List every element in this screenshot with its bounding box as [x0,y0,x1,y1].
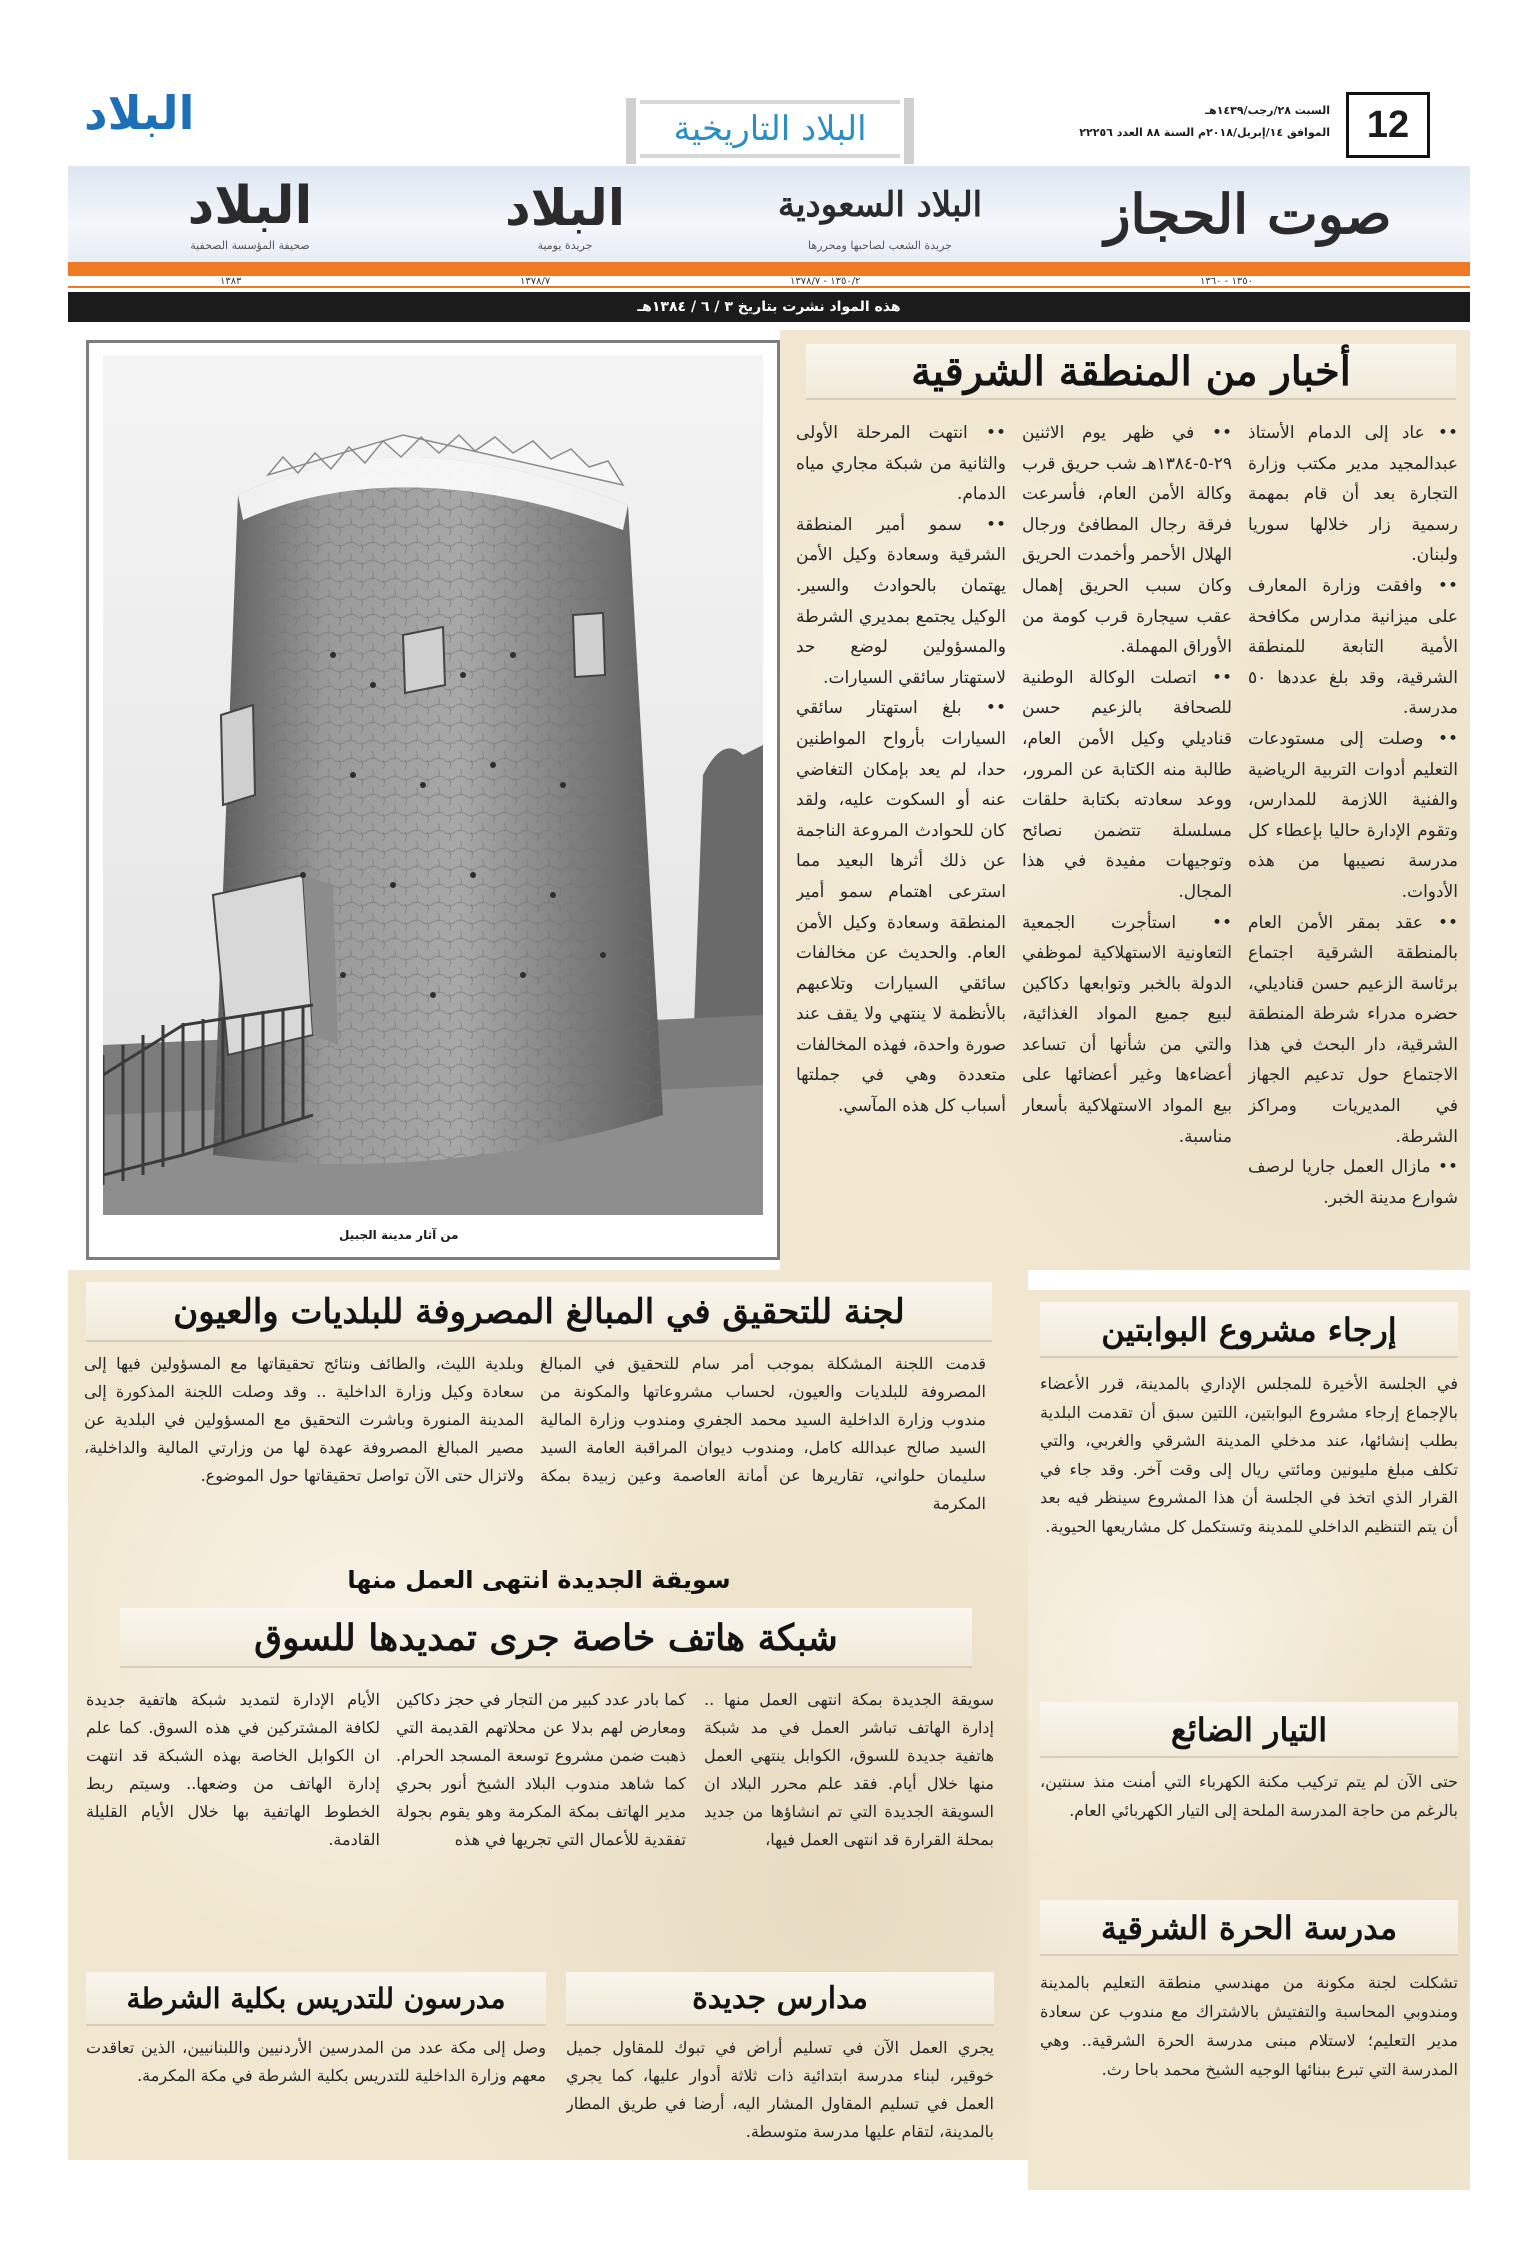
masthead-name: البلاد السعودية [777,185,983,225]
brand-logo: البلاد [84,86,195,140]
masthead-subtitle: جريدة يومية [537,239,593,252]
news-item: •• وصلت إلى مستودعات التعليم أدوات التربية الرياضية والفنية اللازمة للمدارس، وتقوم الإدارة حاليا بإعطاء كل مدرسة نصيبها من هذه الأدوات. [1248,728,1458,902]
masthead-name: صوت الحجاز [1104,182,1392,246]
news-item: •• انتهت المرحلة الأولى والثانية من شبكة مجاري مياه الدمام. [796,423,1006,505]
committee-col-right: قدمت اللجنة المشكلة بموجب أمر سام للتحقيق في المبالغ المصروفة للبلديات والعيون، لحساب مشروعاتها والمكونة من مندوب وزارة الداخلية السيد محمد الجفري ومندوب وزارة المالية السيد صالح عبدالله كامل، ومندوب ديوان المراقبة العامة السيد سليمان حلواني، تقاريرها عن أمانة العاصمة وعين زبيدة بمكة المكرمة [540,1354,986,1513]
news-item: •• عاد إلى الدمام الأستاذ عبدالمجيد مدير مكتب وزارة التجارة بعد أن قام بمهمة رسمية زار خلالها سوريا ولبنان. [1248,423,1458,566]
news-item: •• مازال العمل جاريا لرصف شوارع مدينة الخبر. [1248,1157,1458,1208]
market-col-left: الأيام الإدارة لتمديد شبكة هاتفية جديدة لكافة المشتركين في هذه السوق. كما علم ان الكوابل الخاصة بهذه الشبكة قد انتهت إدارة الهاتف من وضعها.. وسيتم ربط الخطوط الهاتفية بها خلال الأيام القليلة القادمة. [86,1690,380,1849]
masthead-albilad-2 [130,170,370,258]
news-item: •• بلغ استهتار سائقي السيارات بأرواح المواطنين حدا، لم يعد بإمكان التغاضي عنه أو السكوت عليه، ولقد كان للحوادث المروعة الناجمة عن ذلك أثرها البعيد مما استرعى اهتمام سمو أمير المنطقة وسعادة وكيل الأمن العام. والحديث عن مخالفات سائقي السيارات وتلاعبهم بالأنظمة لا ينتهي ولا يقف عند صورة واحدة، فهذه المخالفات متعددة وهي في جملتها أسباب كل هذه المآسي. [796,698,1006,1117]
eastern-news-col-middle [1022,418,1232,1258]
masthead-years: ١٣٥٠ - ١٣٦٠ [1200,276,1253,287]
masthead-albilad-1 [420,170,710,258]
date-hijri: السبت ٢٨/رجب/١٤٣٩هـ [1205,104,1330,117]
masthead-name: البلاد [187,176,313,236]
masthead-name: البلاد [505,179,625,237]
masthead-years: ١٣٥٠/٢ - ١٣٧٨/٧ [790,276,861,287]
market-col-right: سويقة الجديدة بمكة انتهى العمل منها .. إدارة الهاتف تباشر العمل في مد شبكة هاتفية جديدة للسوق، الكوابل ينتهي العمل منها خلال أيام. فقد علم محرر البلاد ان السويقة الجديدة التي تم انشاؤها من جديد بمحلة القرارة قد انتهى العمل فيها، [704,1690,994,1849]
years-strip [68,276,1470,288]
photo-caption: من آثار مدينة الجبيل [339,1228,459,1242]
new-schools-title: مدارس جديدة [566,1972,994,2026]
market-title: شبكة هاتف خاصة جرى تمديدها للسوق [120,1608,972,1668]
masthead-years: ١٣٨٣ [220,276,242,287]
archive-note: هذه المواد نشرت بتاريخ ٣ / ٦ / ١٣٨٤هـ [68,292,1470,322]
orange-divider [68,262,1470,276]
news-item: •• عقد بمقر الأمن العام بالمنطقة الشرقية اجتماع برئاسة الزعيم حسن قناديلي، حضره مدراء شرطة المنطقة الشرقية، دار البحث في هذا الاجتماع حول تدعيم الجهاز في المديريات ومراكز الشرطة. [1248,912,1458,1147]
lost-current-text: حتى الآن لم يتم تركيب مكنة الكهرباء التي أمنت منذ سنتين، بالرغم من حاجة المدرسة الملحة إلى التيار الكهربائي العام. [1040,1772,1458,1820]
market-kicker: سويقة الجديدة انتهى العمل منها [347,1566,731,1594]
police-teachers-title: مدرسون للتدريس بكلية الشرطة [86,1972,546,2026]
masthead-sawt-alhijaz [1036,170,1460,258]
news-item: •• وافقت وزارة المعارف على ميزانية مدارس مكافحة الأمية التابعة للمنطقة الشرقية، وقد بلغ عددها ٥٠ مدرسة. [1248,575,1458,719]
eastern-school-title: مدرسة الحرة الشرقية [1040,1900,1458,1956]
photo-frame [86,340,780,1260]
news-item: •• اتصلت الوكالة الوطنية للصحافة بالزعيم حسن قناديلي وكيل الأمن العام، طالبة منه الكتابة عن المرور، ووعد سعادته بكتابة حلقات مسلسلة تتضمن نصائح وتوجيهات مفيدة في هذا المجال. [1022,667,1232,902]
masthead-albilad-alsaudia [730,170,1030,258]
committee-col-left: وبلدية الليث، والطائف ونتائج تحقيقاتها مع المسؤولين فيها إلى سعادة وكيل وزارة الداخلية .. وقد وصلت اللجنة المذكورة إلى المدينة المنورة وباشرت التحقيق مع المسؤولين في البلدية عن مصير المبالغ المصروفة عهدة لها من وزارتي المالية والداخلية، ولاتزال حتى الآن تواصل تحقيقاتها حول الموضوع. [84,1354,524,1485]
eastern-school-text: تشكلت لجنة مكونة من مهندسي منطقة التعليم بالمدينة ومندوبي المحاسبة والتفتيش بالاشتراك مع مندوب عن سعادة مدير التعليم؛ لاستلام مبنى مدرسة الحرة الشرقية.. وهي المدرسة التي تبرع ببنائها الوجيه الشيخ محمد باحا رث. [1040,1973,1458,2079]
masthead-subtitle: صحيفة المؤسسة الصحفية [190,239,310,252]
gates-project-text: في الجلسة الأخيرة للمجلس الإداري بالمدينة، قرر الأعضاء بالإجماع إرجاء مشروع البوابتين، اللتين سبق أن تقدمت البلدية بطلب إنشائها، عند مدخلي المدينة الشرقي والغربي، والتي تكلف مبلغ مليونين ومائتي ريال إلى وقت آخر. وقد جاء في القرار الذي اتخذ في الجلسة أن هذا المشروع سينظر فيه بعد أن يتم التنظيم الداخلي للمدينة وتستكمل كل مشاريعها الحيوية. [1040,1374,1458,1536]
section-title: البلاد التاريخية [640,100,900,158]
tower-photo [103,355,763,1215]
eastern-news-title: أخبار من المنطقة الشرقية [806,344,1456,400]
market-col-middle: كما بادر عدد كبير من التجار في حجز دكاكين ومعارض لهم بدلا عن محلاتهم القديمة التي ذهبت ضمن مشروع توسعة المسجد الحرام. كما شاهد مندوب البلاد الشيخ أنور بحري مدير الهاتف بمكة المكرمة وهو يقوم بجولة تفقدية للأعمال التي تجريها في هذه [396,1690,686,1849]
news-item: •• استأجرت الجمعية التعاونية الاستهلاكية لموظفي الدولة بالخبر وتوابعها دكاكين لبيع جميع المواد الغذائية، والتي من شأنها أن تساعد أعضاءها وغير أعضائها على بيع المواد الاستهلاكية بأسعار مناسبة. [1022,912,1232,1147]
police-teachers-text: وصل إلى مكة عدد من المدرسين الأردنيين واللبنانيين، الذين تعاقدت معهم وزارة الداخلية للتدريس بكلية الشرطة في مكة المكرمة. [86,2038,546,2085]
date-gregorian: الموافق ١٤/إبريل/٢٠١٨م السنة ٨٨ العدد ٢٢٢٥٦ [1079,126,1330,139]
masthead-subtitle: جريدة الشعب لصاحبها ومحررها [808,239,952,252]
gates-project-title: إرجاء مشروع البوابتين [1040,1302,1458,1358]
news-item: •• في ظهر يوم الاثنين ٢٩-٥-١٣٨٤هـ شب حريق قرب وكالة الأمن العام، فأسرعت فرقة رجال المطافئ ورجال الهلال الأحمر وأخمدت الحريق وكان سبب الحريق إهمال عقب سيجارة قرب كومة من الأوراق المهملة. [1022,423,1232,658]
lost-current-title: التيار الضائع [1040,1702,1458,1758]
masthead-years: ١٣٧٨/٧ [520,276,551,287]
eastern-news-col-left [796,418,1006,1258]
news-item: •• سمو أمير المنطقة الشرقية وسعادة وكيل الأمن يهتمان بالحوادث والسير. الوكيل يجتمع بمديري الشرطة والمسؤولين لوضع حد لاستهتار سائقي السيارات. [796,514,1006,688]
page-number: 12 [1346,92,1430,158]
eastern-news-col-right [1248,418,1458,1258]
committee-title: لجنة للتحقيق في المبالغ المصروفة للبلديات والعيون [86,1282,992,1342]
new-schools-text: يجري العمل الآن في تسليم أراض في تبوك للمقاول جميل خوقير، لبناء مدرسة ابتدائية ذات ثلاثة أدوار عليها، كما يجري العمل في تسليم المقاول المشار اليه، أرضا في طريق المطار بالمدينة، لتقام عليها مدرسة متوسطة. [566,2038,994,2141]
